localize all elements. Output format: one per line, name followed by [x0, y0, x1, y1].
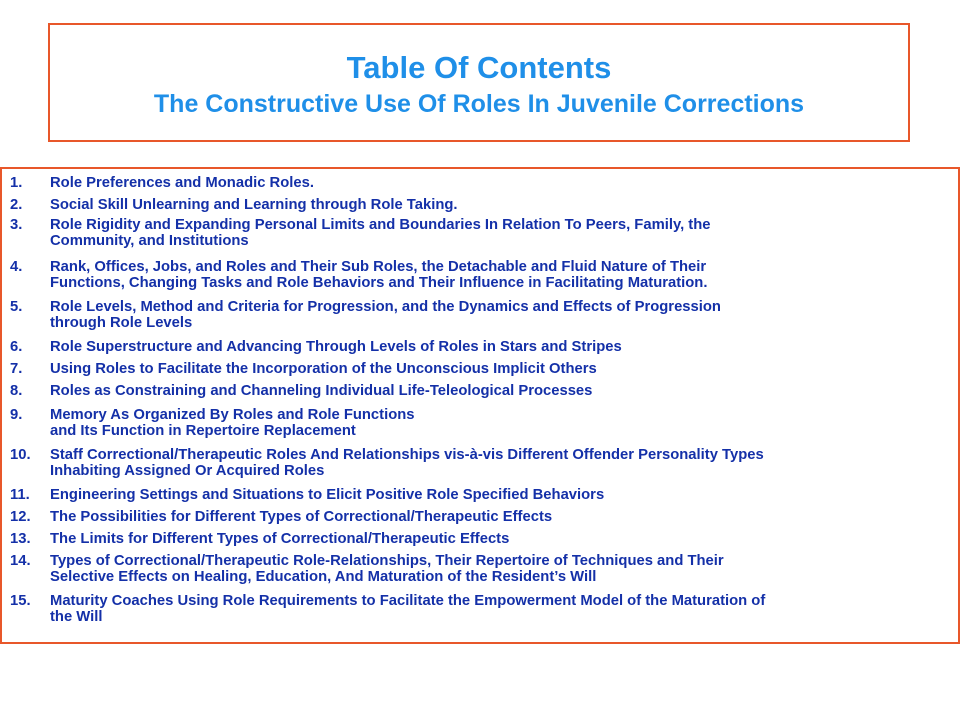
toc-item-line: Memory As Organized By Roles and Role Functions — [50, 407, 415, 423]
toc-item-number: 2. — [10, 197, 23, 213]
toc-item-line: Role Rigidity and Expanding Personal Limits and Boundaries In Relation To Peers, Family, the — [50, 217, 711, 233]
toc-item-line: Types of Correctional/Therapeutic Role-Relationships, Their Repertoire of Techniques and Their — [50, 553, 724, 569]
toc-item-line: Role Levels, Method and Criteria for Progression, and the Dynamics and Effects of Progression — [50, 299, 721, 315]
toc-item-line: Roles as Constraining and Channeling Individual Life-Teleological Processes — [50, 383, 593, 399]
toc-item-text — [50, 593, 955, 625]
toc-item-line: Community, and Institutions — [50, 233, 249, 249]
toc-item-number: 1. — [10, 175, 23, 191]
toc-item-text — [50, 531, 955, 547]
toc-item-line: Staff Correctional/Therapeutic Roles And Relationships vis-à-vis Different Offender Personality Types — [50, 447, 764, 463]
toc-item-line: through Role Levels — [50, 315, 193, 331]
title-box — [48, 23, 910, 142]
toc-item-line: Using Roles to Facilitate the Incorporation of the Unconscious Implicit Others — [50, 361, 597, 377]
toc-item-line: Inhabiting Assigned Or Acquired Roles — [50, 463, 325, 479]
toc-item-line: Selective Effects on Healing, Education, And Maturation of the Resident’s Will — [50, 569, 597, 585]
toc-item-line: Social Skill Unlearning and Learning through Role Taking. — [50, 197, 458, 213]
toc-item-text — [50, 175, 955, 191]
toc-item-line: Functions, Changing Tasks and Role Behaviors and Their Influence in Facilitating Maturation. — [50, 275, 708, 291]
toc-item-line: Engineering Settings and Situations to Elicit Positive Role Specified Behaviors — [50, 487, 605, 503]
toc-item-line: Role Superstructure and Advancing Through Levels of Roles in Stars and Stripes — [50, 339, 622, 355]
toc-item-number: 12. — [10, 509, 31, 525]
toc-item-line: Rank, Offices, Jobs, and Roles and Their Sub Roles, the Detachable and Fluid Nature of Their — [50, 259, 707, 275]
toc-item-number: 8. — [10, 383, 23, 399]
toc-item-number: 9. — [10, 407, 23, 423]
toc-item-text — [50, 259, 955, 291]
toc-item-text — [50, 383, 955, 399]
toc-item-text — [50, 509, 955, 525]
toc-item-line: and Its Function in Repertoire Replacement — [50, 423, 356, 439]
toc-item-text — [50, 553, 955, 585]
toc-item-number: 4. — [10, 259, 23, 275]
toc-item-text — [50, 197, 955, 213]
toc-item-number: 14. — [10, 553, 31, 569]
page-title: Table Of Contents — [346, 50, 612, 85]
toc-box — [0, 167, 960, 644]
toc-item-number: 3. — [10, 217, 23, 233]
toc-item-line: The Possibilities for Different Types of Correctional/Therapeutic Effects — [50, 509, 553, 525]
toc-item-number: 10. — [10, 447, 31, 463]
page-subtitle: The Constructive Use Of Roles In Juvenile Corrections — [153, 90, 805, 118]
toc-item-number: 6. — [10, 339, 23, 355]
toc-item-text — [50, 447, 955, 479]
toc-item-number: 5. — [10, 299, 23, 315]
toc-item-text — [50, 487, 955, 503]
toc-item-line: Role Preferences and Monadic Roles. — [50, 175, 314, 191]
toc-item-text — [50, 339, 955, 355]
toc-item-text — [50, 361, 955, 377]
toc-item-text — [50, 217, 955, 249]
toc-item-number: 7. — [10, 361, 23, 377]
toc-item-number: 13. — [10, 531, 31, 547]
toc-item-line: The Limits for Different Types of Correctional/Therapeutic Effects — [50, 531, 510, 547]
toc-item-number: 15. — [10, 593, 31, 609]
toc-item-text — [50, 407, 955, 439]
toc-item-line: the Will — [50, 609, 103, 625]
toc-item-number: 11. — [10, 487, 30, 503]
toc-item-text — [50, 299, 955, 331]
toc-item-line: Maturity Coaches Using Role Requirements to Facilitate the Empowerment Model of the Maturation of — [50, 593, 766, 609]
